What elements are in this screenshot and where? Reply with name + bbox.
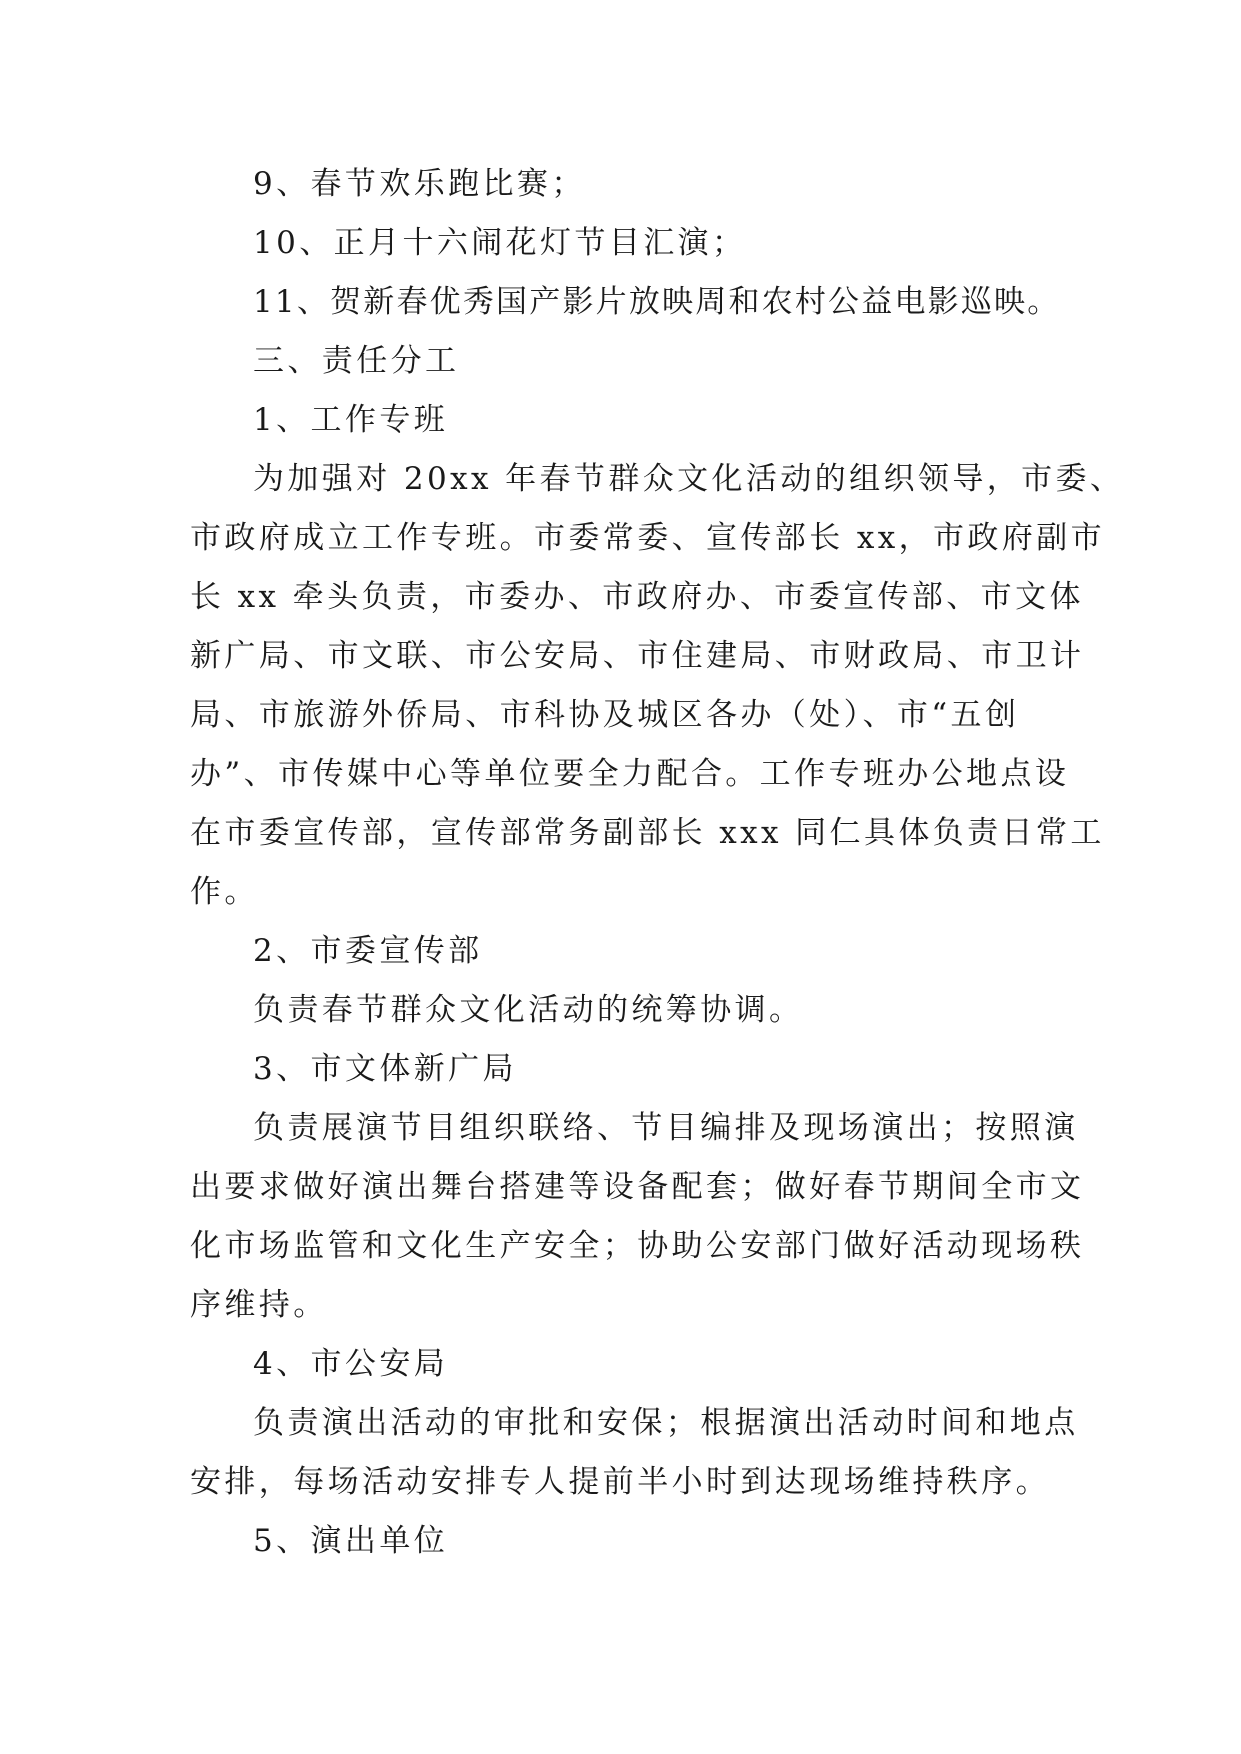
- paragraph-line: 新广局、市文联、市公安局、市住建局、市财政局、市卫计: [190, 638, 1085, 674]
- paragraph-line: 出要求做好演出舞台搭建等设备配套；做好春节期间全市文: [190, 1169, 1085, 1205]
- section-heading-responsibilities: 三、责任分工: [253, 343, 460, 379]
- paragraph-line: 长 xx 牵头负责，市委办、市政府办、市委宣传部、市文体: [190, 579, 1084, 615]
- subheading-propaganda-dept: 2、市委宣传部: [253, 933, 483, 969]
- subheading-public-security: 4、市公安局: [253, 1346, 449, 1382]
- paragraph-line: 市政府成立工作专班。市委常委、宣传部长 xx，市政府副市: [190, 520, 1106, 556]
- list-item-10: 10、正月十六闹花灯节目汇演；: [253, 225, 747, 261]
- paragraph-line: 为加强对 20xx 年春节群众文化活动的组织领导，市委、: [253, 461, 1125, 497]
- subheading-culture-bureau: 3、市文体新广局: [253, 1051, 517, 1087]
- list-item-9: 9、春节欢乐跑比赛；: [253, 166, 586, 202]
- paragraph-line: 安排，每场活动安排专人提前半小时到达现场维持秩序。: [190, 1464, 1050, 1500]
- paragraph-line: 负责展演节目组织联络、节目编排及现场演出；按照演: [253, 1110, 1079, 1146]
- paragraph-line: 化市场监管和文化生产安全；协助公安部门做好活动现场秩: [190, 1228, 1085, 1264]
- paragraph-line: 作。: [190, 874, 259, 910]
- paragraph-line: 局、市旅游外侨局、市科协及城区各办（处）、市“五创: [190, 697, 1020, 733]
- paragraph-line: 负责春节群众文化活动的统筹协调。: [253, 992, 804, 1028]
- subheading-performing-units: 5、演出单位: [253, 1523, 449, 1559]
- list-item-11: 11、贺新春优秀国产影片放映周和农村公益电影巡映。: [253, 284, 1061, 320]
- paragraph-line: 办”、市传媒中心等单位要全力配合。工作专班办公地点设: [190, 756, 1070, 792]
- subheading-work-team: 1、工作专班: [253, 402, 449, 438]
- document-body: [190, 155, 1125, 1571]
- paragraph-line: 序维持。: [190, 1287, 328, 1323]
- paragraph-line: 在市委宣传部，宣传部常务副部长 xxx 同仁具体负责日常工: [190, 815, 1105, 851]
- paragraph-line: 负责演出活动的审批和安保；根据演出活动时间和地点: [253, 1405, 1079, 1441]
